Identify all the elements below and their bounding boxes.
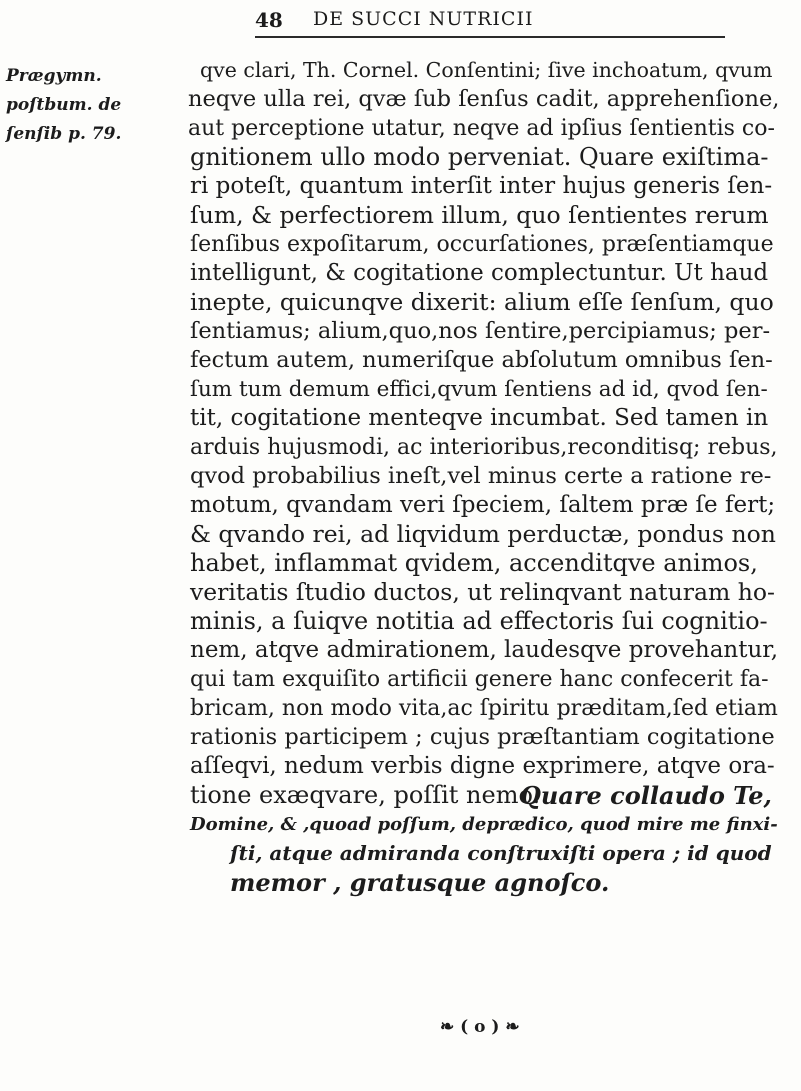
text-line: bricam, non modo vita,ac ſpiritu præditam,ſed etiam [190, 696, 778, 721]
text-line: tione exæqvare, poſſit nemo. [190, 781, 541, 809]
text-line: fectum autem, numeriſque abſolutum omnibus ſen- [190, 347, 773, 373]
text-line: intelligunt, & cogitatione complectuntur. Ut haud [190, 260, 769, 286]
text-line: veritatis ſtudio ductos, ut relinqvant naturam ho- [190, 578, 775, 606]
text-line: & qvando rei, ad liqvidum perductæ, pondus non [190, 520, 776, 548]
text-line: nem, atqve admirationem, laudesqve provehantur, [190, 637, 779, 663]
italic-text-line: Quare collaudo Te, [520, 781, 772, 810]
text-line: motum, qvandam veri ſpeciem, ſaltem præ ſe fert; [190, 492, 776, 518]
text-line: gnitionem ullo modo perveniat. Quare exiſtima- [190, 143, 769, 171]
italic-text-line: ſti, atque admiranda conſtruxiſti opera ; id quod [230, 841, 772, 865]
italic-text-line: Domine, & ,quoad poſſum, deprædico, quod mire me finxi- [190, 814, 778, 835]
text-line: ſentiamus; alium,quo,nos ſentire,percipiamus; per- [190, 318, 771, 344]
text-line: ſum, & perfectiorem illum, quo ſentientes rerum [190, 201, 769, 229]
text-line: aſſeqvi, nedum verbis digne exprimere, atqve ora- [190, 753, 775, 779]
text-line: qvod probabilius ineſt,vel minus certe a ratione re- [190, 463, 772, 489]
text-line: ſenſibus expoſitarum, occurſationes, præſentiamque [190, 232, 774, 257]
text-line: neqve ulla rei, qvæ ſub ſenſus cadit, apprehenſione, [188, 86, 780, 112]
italic-text-line: memor , gratusque agnoſco. [230, 868, 610, 897]
text-line: rationis participem ; cujus præſtantiam cogitatione [190, 724, 775, 750]
margin-note-line: ſenſib p. 79. [6, 124, 122, 144]
margin-note-line: poſtbum. de [6, 95, 122, 115]
catchword-ornament: ❧ ( o ) ❧ [440, 1017, 520, 1037]
text-line: tit, cogitatione menteqve incumbat. Sed tamen in [190, 405, 769, 431]
text-line: qui tam exquiſito artificii genere hanc confecerit fa- [190, 667, 769, 692]
text-line: aut perceptione utatur, neqve ad ipſius ſentientis co- [188, 116, 775, 141]
text-line: inepte, quicunqve dixerit: alium eſſe ſenſum, quo [190, 288, 774, 316]
text-line: qve clari, Th. Cornel. Conſentini; ſive inchoatum, qvum [200, 58, 773, 82]
running-head: DE SUCCI NUTRICII [313, 8, 534, 30]
text-line: minis, a ſuiqve notitia ad effectoris ſui cognitio- [190, 607, 768, 635]
margin-note-line: Prægymn. [6, 66, 102, 86]
margin-note [6, 62, 146, 149]
page-header [255, 6, 725, 38]
text-line: habet, inflammat qvidem, accenditqve animos, [190, 549, 758, 577]
text-line: ſum tum demum effici,qvum ſentiens ad id, qvod ſen- [190, 377, 768, 402]
text-line: arduis hujusmodi, ac interioribus,reconditisq; rebus, [190, 435, 778, 460]
page-number: 48 [255, 8, 283, 32]
text-line: ri poteſt, quantum interſit inter hujus generis ſen- [190, 173, 773, 199]
